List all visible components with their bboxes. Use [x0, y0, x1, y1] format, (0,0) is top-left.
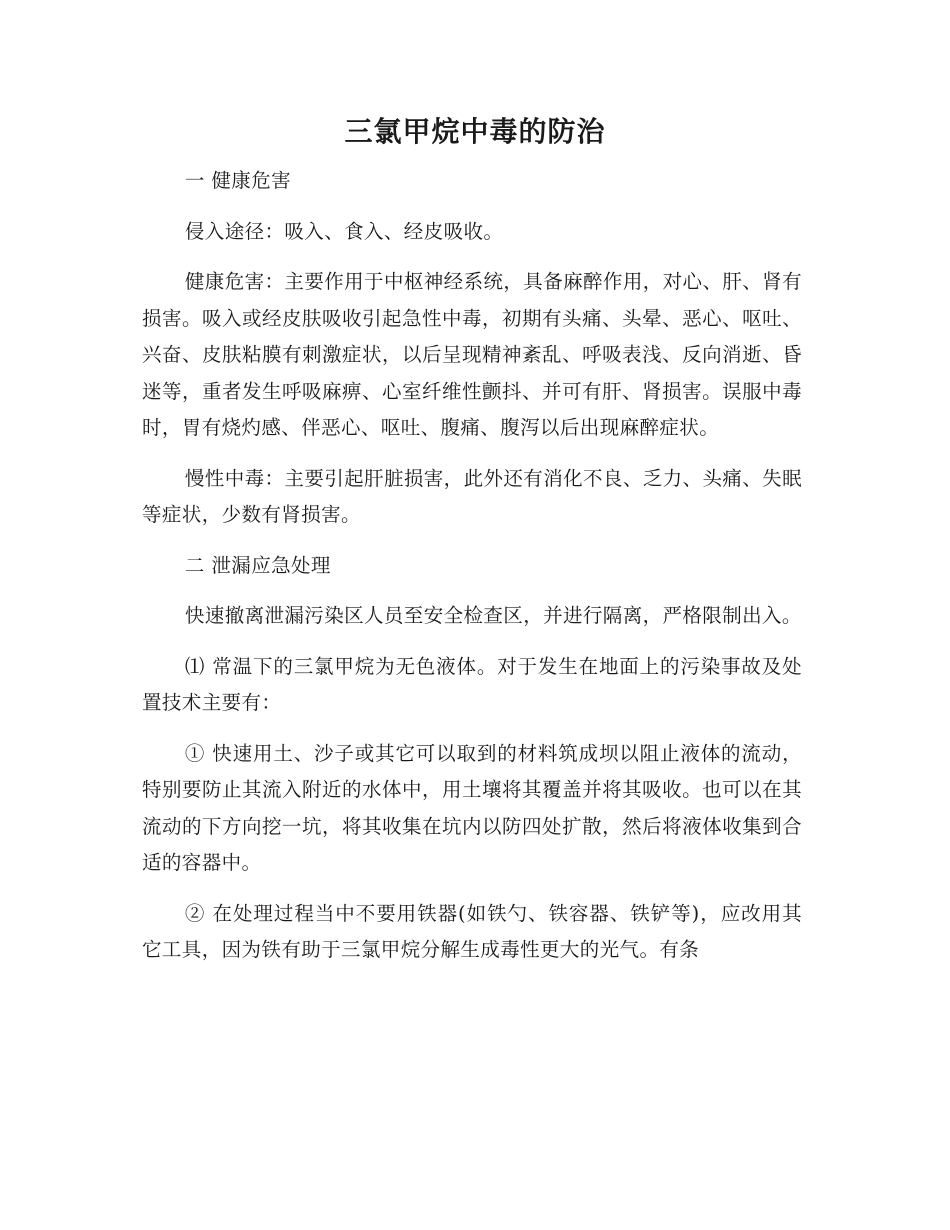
paragraph-health-hazard: 健康危害：主要作用于中枢神经系统，具备麻醉作用，对心、肝、肾有损害。吸入或经皮肤吸收引起急性中毒，初期有头痛、头晕、恶心、呕吐、兴奋、皮肤粘膜有刺激症状，以后呈现精神紊乱、呼吸表浅、反向消逝、昏迷等，重者发生呼吸麻痹、心室纤维性颤抖、并可有肝、肾损害。误服中毒时，胃有烧灼感、伴恶心、呕吐、腹痛、腹泻以后出现麻醉症状。: [142, 270, 802, 439]
section-heading-leak-response: 二 泄漏应急处理: [184, 553, 331, 577]
list-subitem-2: ② 在处理过程当中不要用铁器(如铁勺、铁容器、铁铲等)，应改用其它工具，因为铁有助于三氯甲烷分解生成毒性更大的光气。有条: [142, 901, 802, 961]
list-item-1: ⑴ 常温下的三氯甲烷为无色液体。对于发生在地面上的污染事故及处置技术主要有：: [142, 654, 802, 714]
paragraph-exposure-route: 侵入途径：吸入、食入、经皮吸收。: [184, 219, 504, 243]
document-title: 三氯甲烷中毒的防治: [344, 115, 606, 148]
paragraph-chronic-poisoning: 慢性中毒：主要引起肝脏损害，此外还有消化不良、乏力、头痛、失眠等症状，少数有肾损害。: [142, 466, 802, 526]
section-heading-health-hazard: 一 健康危害: [184, 169, 291, 192]
document-body: [142, 163, 802, 983]
paragraph-evacuation: 快速撤离泄漏污染区人员至安全检查区，并进行隔离，严格限制出入。: [184, 604, 802, 627]
list-subitem-1: ① 快速用土、沙子或其它可以取到的材料筑成坝以阻止液体的流动，特别要防止其流入附近的水体中，用土壤将其覆盖并将其吸收。也可以在其流动的下方向挖一坑，将其收集在坑内以防四处扩散，然后将液体收集到合适的容器中。: [142, 741, 802, 874]
